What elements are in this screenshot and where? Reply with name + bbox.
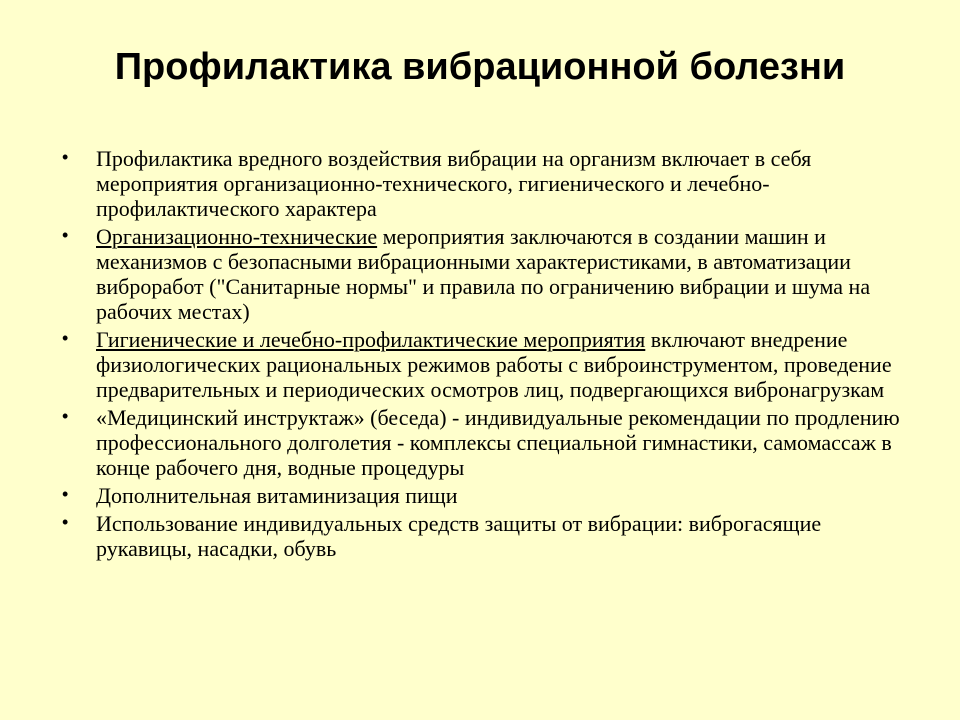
bullet-icon: • (62, 328, 69, 348)
bullet-text: мероприятия заключаются в создании машин и механизмов с безопасными вибрационными характеристиками, в автоматизации виброработ ("Санитарные нормы" и правила по ограничению вибрации и шума на рабочих местах) (96, 224, 871, 324)
bullet-item-3 (62, 327, 922, 402)
bullet-underlined-lead: Гигиенические и лечебно-профилактические мероприятия (96, 327, 646, 352)
bullet-text: «Медицинский инструктаж» (беседа) - индивидуальные рекомендации по продлению профессионального долголетия - комплексы специальной гимнастики, самомассаж в конце рабочего дня, водные процедуры (96, 405, 900, 480)
bullet-icon: • (62, 147, 69, 167)
bullet-text: Дополнительная витаминизация пищи (96, 483, 458, 508)
bullet-list (62, 146, 922, 564)
bullet-item-4 (62, 405, 922, 480)
bullet-item-5 (62, 483, 922, 508)
bullet-text: Использование индивидуальных средств защиты от вибрации: виброгасящие рукавицы, насадки, обувь (96, 511, 822, 561)
bullet-item-6 (62, 511, 922, 561)
bullet-icon: • (62, 406, 69, 426)
bullet-icon: • (62, 484, 69, 504)
bullet-item-1 (62, 146, 922, 221)
bullet-item-2 (62, 224, 922, 324)
bullet-text: Профилактика вредного воздействия вибрации на организм включает в себя мероприятия организационно-технического, гигиенического и лечебно-профилактического характера (96, 146, 812, 221)
bullet-icon: • (62, 225, 69, 245)
slide-title: Профилактика вибрационной болезни (114, 46, 846, 88)
bullet-icon: • (62, 512, 69, 532)
bullet-underlined-lead: Организационно-технические (96, 224, 378, 249)
bullet-text: включают внедрение физиологических рациональных режимов работы с виброинструментом, проведение предварительных и периодических осмотров лиц, подвергающихся вибронагрузкам (96, 327, 892, 402)
